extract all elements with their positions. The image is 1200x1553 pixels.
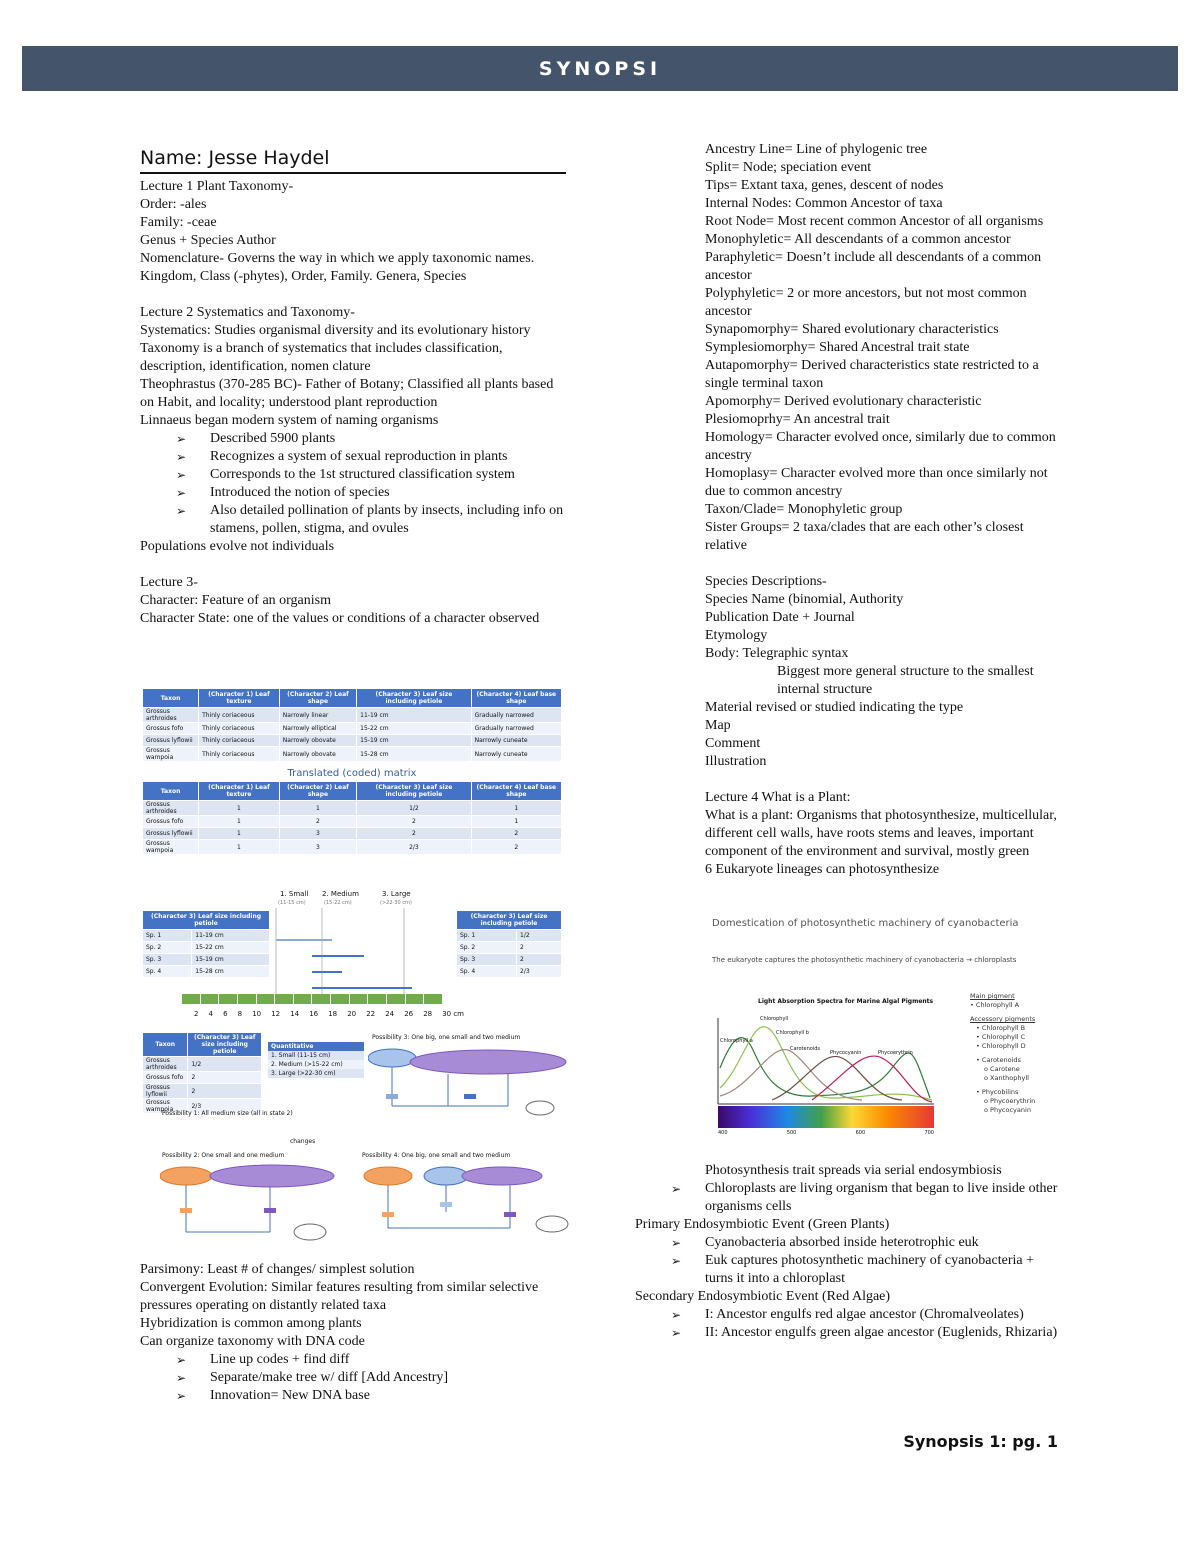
tick-label: 400 (718, 1130, 728, 1136)
text-line: Can organize taxonomy with DNA code (140, 1334, 365, 1349)
cm-scale-bar (182, 994, 442, 1004)
table-row (143, 801, 562, 816)
legend-item: 3. Large (>22-30 cm) (268, 1069, 364, 1078)
size-label: 1. Small (280, 890, 309, 898)
size-label: 3. Large (382, 890, 411, 898)
cell: 15-22 cm (357, 723, 472, 735)
table-row (143, 816, 562, 828)
table-row (143, 735, 562, 747)
lecture-4 (705, 789, 1060, 879)
cell: 1 (471, 816, 561, 828)
bullet-item: ➢ Chloroplasts are living organism that began to live inside other organisms cells (671, 1180, 1060, 1216)
col-header: (Character 3) Leaf size including petiole (357, 689, 472, 708)
accessory-heading: Accessory pigments (970, 1015, 1036, 1023)
tick-label: 18 (328, 1010, 338, 1018)
bullet-item: ➢ Innovation= New DNA base (176, 1387, 570, 1405)
size-range-bars (272, 904, 452, 996)
cell: 15-19 cm (192, 954, 270, 966)
text-line: Etymology (705, 628, 768, 643)
pigment-item: • Phycobilins (976, 1088, 1019, 1096)
parsimony-trees-figure (142, 1030, 572, 1255)
cell: 2 (471, 840, 561, 855)
pigment-item: o Xanthophyll (984, 1074, 1029, 1082)
right-column-lower (635, 1162, 1060, 1342)
text-line: What is a plant: Organisms that photosynthesize, multicellular, different cell walls, have roots stems and leaves, important component of the environment and survival, mostly green (705, 808, 1057, 859)
definition: Homology= Character evolved once, similarly due to common ancestry (705, 430, 1056, 463)
cell: 2 (357, 816, 472, 828)
text-line: Nomenclature- Governs the way in which we apply taxonomic names. (140, 251, 535, 266)
cell: Sp. 2 (143, 942, 192, 954)
cell: 2 (471, 828, 561, 840)
size-table-left (142, 910, 270, 978)
tick-label: 16 (309, 1010, 319, 1018)
bullet-item: ➢ Corresponds to the 1st structured classification system (176, 466, 566, 484)
text-line: 6 Eukaryote lineages can photosynthesize (705, 862, 940, 877)
bullet-item: ➢ Recognizes a system of sexual reproduction in plants (176, 448, 566, 466)
bullet-item: ➢ Cyanobacteria absorbed inside heterotrophic euk (671, 1234, 1060, 1252)
legend-item: 1. Small (11-15 cm) (268, 1051, 364, 1060)
cell: 2 (517, 942, 562, 954)
text-line: Character State: one of the values or conditions of a character observed (140, 611, 540, 626)
pigment-figure (712, 918, 1052, 1160)
size-range: (15-22 cm) (324, 900, 352, 906)
definition: Ancestry Line= Line of phylogenic tree (705, 142, 928, 157)
cell: 3 (279, 828, 356, 840)
bullet-item: ➢ Described 5900 plants (176, 430, 566, 448)
tick-label: 14 (290, 1010, 300, 1018)
cell: 15-28 cm (357, 747, 472, 762)
cell: 2/3 (188, 1099, 262, 1114)
pigment-item: • Chlorophyll B (976, 1024, 1026, 1032)
cm-axis-ticks (194, 1010, 464, 1018)
tick-label: 700 (924, 1130, 934, 1136)
pigment-item: • Carotenoids (976, 1056, 1021, 1064)
cell: 1 (199, 816, 280, 828)
cell: Thinly coriaceous (199, 735, 280, 747)
bullet-item: ➢ Also detailed pollination of plants by insects, including info on stamens, pollen, stigma, and ovules (176, 502, 566, 538)
figure-title: Domestication of photosynthetic machinery of cyanobacteria (712, 918, 1019, 929)
text-line: Parsimony: Least # of changes/ simplest solution (140, 1262, 415, 1277)
table-row (143, 840, 562, 855)
cell: Gradually narrowed (471, 723, 561, 735)
text-line: Kingdom, Class (-phytes), Order, Family. Genera, Species (140, 269, 467, 284)
cell: Narrowly linear (279, 708, 356, 723)
header-banner (22, 46, 1178, 91)
col-header: (Character 4) Leaf base shape (471, 782, 561, 801)
cell: Grossus wampoia (143, 1099, 188, 1114)
definition: Paraphyletic= Doesn’t include all descendants of a common ancestor (705, 250, 1042, 283)
cell: 11-19 cm (192, 930, 270, 942)
definition: Sister Groups= 2 taxa/clades that are each other’s closest relative (705, 520, 1024, 553)
cell: 2 (517, 954, 562, 966)
tick-label: 4 (208, 1010, 214, 1018)
cell: Grossus fofo (143, 723, 199, 735)
cell: 2 (188, 1072, 262, 1084)
curve-label: Chlorophyll b (776, 1030, 809, 1036)
col-header: (Character 1) Leaf texture (199, 782, 280, 801)
cell: Grossus fofo (143, 1072, 188, 1084)
cell: 1 (199, 801, 280, 816)
cell: Grossus lyflowii (143, 735, 199, 747)
cell: Grossus wampoia (143, 840, 199, 855)
cell: Sp. 4 (143, 966, 192, 978)
banner-title: SYNOPSI (538, 57, 662, 80)
table-row (143, 723, 562, 735)
size-range-figure (142, 890, 562, 1025)
lecture-1 (140, 178, 566, 286)
col-header: Taxon (143, 689, 199, 708)
pigment-item: o Phycoerythrin (984, 1097, 1036, 1105)
left-column (140, 146, 566, 628)
tree-diagram-bottom (160, 1162, 570, 1252)
species-descriptions (705, 573, 1060, 771)
curve-label: Carotenoids (790, 1046, 820, 1052)
cell: Thinly coriaceous (199, 747, 280, 762)
chart-title: Light Absorption Spectra for Marine Algal Pigments (758, 998, 934, 1005)
cell: Narrowly obovate (279, 747, 356, 762)
cell: Gradually narrowed (471, 708, 561, 723)
definition: Apomorphy= Derived evolutionary characteristic (705, 394, 982, 409)
definition: Homoplasy= Character evolved more than once similarly not due to common ancestry (705, 466, 1048, 499)
size-range: (11-15 cm) (278, 900, 306, 906)
figure-subtitle: The eukaryote captures the photosynthetic machinery of cyanobacteria → chloroplasts (712, 956, 1017, 964)
cell: Narrowly cuneate (471, 735, 561, 747)
definition: Autapomorphy= Derived characteristics state restricted to a single terminal taxon (705, 358, 1039, 391)
text-line: Character: Feature of an organism (140, 593, 332, 608)
cell: 1/2 (517, 930, 562, 942)
cell: Narrowly obovate (279, 735, 356, 747)
cell: Thinly coriaceous (199, 708, 280, 723)
coded-size-table (142, 1032, 262, 1114)
cell: 1 (279, 801, 356, 816)
lecture-2-title: Lecture 2 Systematics and Taxonomy- (140, 305, 355, 320)
text-line: Order: -ales (140, 197, 207, 212)
cell: Grossus lyflowii (143, 1084, 188, 1099)
cell: Sp. 3 (143, 954, 192, 966)
cell: 1 (471, 801, 561, 816)
definition: Monophyletic= All descendants of a common ancestor (705, 232, 1011, 247)
cell: Narrowly elliptical (279, 723, 356, 735)
tick-label: 600 (855, 1130, 866, 1136)
lecture-4-title: Lecture 4 What is a Plant: (705, 790, 851, 805)
tick-label: 20 (347, 1010, 357, 1018)
definition: Split= Node; speciation event (705, 160, 872, 175)
tick-label: 12 (271, 1010, 281, 1018)
tick-label: 26 (404, 1010, 414, 1018)
page-footer: Synopsis 1: pg. 1 (903, 1432, 1058, 1451)
cell: 2 (357, 828, 472, 840)
cell: Grossus arthroides (143, 708, 199, 723)
cell: 15-22 cm (192, 942, 270, 954)
cell: Sp. 2 (457, 942, 517, 954)
curve-label: Phycoerythrin (878, 1050, 913, 1056)
lecture-3-title: Lecture 3- (140, 575, 198, 590)
bullet-item: ➢ I: Ancestor engulfs red algae ancestor (Chromalveolates) (671, 1306, 1060, 1324)
table-row (143, 828, 562, 840)
tick-label: 22 (366, 1010, 376, 1018)
text-line: Photosynthesis trait spreads via serial endosymbiosis (705, 1163, 1002, 1178)
cell: Grossus fofo (143, 816, 199, 828)
col-header: (Character 3) Leaf size including petiole (188, 1033, 262, 1057)
tick-label: 2 (194, 1010, 199, 1018)
pigment-item: o Phycocyanin (984, 1106, 1031, 1114)
text-line: Publication Date + Journal (705, 610, 855, 625)
text-line: Illustration (705, 754, 767, 769)
bullet-item: ➢ Separate/make tree w/ diff [Add Ancestry] (176, 1369, 570, 1387)
col-header: (Character 4) Leaf base shape (471, 689, 561, 708)
text-line: Taxonomy is a branch of systematics that includes classification, description, identification, nomen clature (140, 341, 503, 374)
curve-label: Chlorophyll a (720, 1038, 753, 1044)
phylogeny-definitions (705, 141, 1060, 555)
dna-bullets (140, 1351, 570, 1405)
cell: 11-19 cm (357, 708, 472, 723)
text-line: Biggest more general structure to the smallest internal structure (777, 664, 1034, 697)
legend-item: 2. Medium (>15-22 cm) (268, 1060, 364, 1069)
text-line: Map (705, 718, 731, 733)
text-line: Linnaeus began modern system of naming organisms (140, 413, 439, 428)
size-table-right (456, 910, 562, 978)
possibility-3-label: Possibility 3: One big, one small and two medium (372, 1034, 521, 1041)
lecture-3 (140, 574, 566, 628)
curve-label: Chlorophyll (760, 1016, 789, 1022)
cell: 1 (199, 828, 280, 840)
tick-label: 30 cm (442, 1010, 464, 1018)
cell: Sp. 1 (457, 930, 517, 942)
cell: 1/2 (357, 801, 472, 816)
pigment-item: o Carotene (984, 1065, 1020, 1073)
cell: 2 (188, 1084, 262, 1099)
changes-label: changes (290, 1138, 316, 1145)
bullet-item: ➢ II: Ancestor engulfs green algae ancestor (Euglenids, Rhizaria) (671, 1324, 1060, 1342)
bullet-item: ➢ Introduced the notion of species (176, 484, 566, 502)
cell: 3 (279, 840, 356, 855)
cell: 15-28 cm (192, 966, 270, 978)
spectrum-x-ticks (718, 1130, 934, 1136)
cell: 2/3 (357, 840, 472, 855)
cell: 2 (279, 816, 356, 828)
pigment-item: • Chlorophyll D (976, 1042, 1026, 1050)
cell: Sp. 4 (457, 966, 517, 978)
bullet-item: ➢ Euk captures photosynthetic machinery of cyanobacteria + turns it into a chloroplast (671, 1252, 1060, 1288)
bullet-item: ➢ Line up codes + find diff (176, 1351, 570, 1369)
main-pigment-heading: Main pigment (970, 992, 1015, 1000)
raw-matrix-table (142, 688, 562, 762)
curve-label: Phycocyanin (830, 1050, 862, 1056)
cell: 15-19 cm (357, 735, 472, 747)
lecture-2 (140, 304, 566, 556)
primary-event-heading: Primary Endosymbiotic Event (Green Plants) (635, 1217, 890, 1232)
tick-label: 8 (237, 1010, 243, 1018)
definition: Tips= Extant taxa, genes, descent of nodes (705, 178, 944, 193)
text-line: Populations evolve not individuals (140, 539, 335, 554)
text-line: Systematics: Studies organismal diversity and its evolutionary history (140, 323, 531, 338)
cell: Grossus arthroides (143, 801, 199, 816)
tick-label: 28 (423, 1010, 433, 1018)
right-column (705, 141, 1060, 879)
definition: Internal Nodes: Common Ancestor of taxa (705, 196, 943, 211)
definition: Taxon/Clade= Monophyletic group (705, 502, 903, 517)
possibility-4-label: Possibility 4: One big, one small and two medium (362, 1152, 511, 1159)
left-column-lower (140, 1261, 570, 1405)
col-header: (Character 2) Leaf shape (279, 689, 356, 708)
cell: Thinly coriaceous (199, 723, 280, 735)
table-row (143, 747, 562, 762)
cell: Grossus lyflowii (143, 828, 199, 840)
lecture-1-title: Lecture 1 Plant Taxonomy- (140, 179, 294, 194)
pigment-list (970, 992, 1054, 1115)
table-row (143, 708, 562, 723)
quantitative-legend (268, 1042, 364, 1078)
possibility-2-label: Possibility 2: One small and one medium (162, 1152, 285, 1159)
size-label: 2. Medium (322, 890, 359, 898)
legend-title: Quantitative (268, 1042, 364, 1051)
col-header: Taxon (143, 1033, 188, 1057)
text-line: Hybridization is common among plants (140, 1316, 362, 1331)
cell: Sp. 1 (143, 930, 192, 942)
primary-bullets (671, 1234, 1060, 1288)
cell: Sp. 3 (457, 954, 517, 966)
cell: Narrowly cuneate (471, 747, 561, 762)
cell: 1/2 (188, 1057, 262, 1072)
col-header: (Character 1) Leaf texture (199, 689, 280, 708)
secondary-event-heading: Secondary Endosymbiotic Event (Red Algae) (635, 1289, 891, 1304)
pigment-item: • Chlorophyll C (976, 1033, 1026, 1041)
col-header: (Character 3) Leaf size including petiole (143, 911, 270, 930)
tick-label: 10 (252, 1010, 262, 1018)
section-title: Species Descriptions- (705, 574, 827, 589)
tick-label: 24 (385, 1010, 395, 1018)
col-header: (Character 3) Leaf size including petiole (457, 911, 562, 930)
cell: Grossus arthroides (143, 1057, 188, 1072)
definition: Polyphyletic= 2 or more ancestors, but not most common ancestor (705, 286, 1027, 319)
col-header: (Character 2) Leaf shape (279, 782, 356, 801)
secondary-bullets (671, 1306, 1060, 1342)
text-line: Comment (705, 736, 761, 751)
size-range: (>22-30 cm) (380, 900, 412, 906)
col-header: (Character 3) Leaf size including petiole (357, 782, 472, 801)
possibility-1-label: Possibility 1: All medium size (all in state 2) (162, 1110, 293, 1117)
definition: Symplesiomorphy= Shared Ancestral trait state (705, 340, 970, 355)
pigment-item: • Chlorophyll A (970, 1001, 1020, 1009)
coded-matrix-table (142, 781, 562, 855)
absorption-spectrum-chart (712, 1008, 938, 1138)
coded-matrix-title: Translated (coded) matrix (287, 768, 417, 779)
definition: Plesiomoprhy= An ancestral trait (705, 412, 890, 427)
text-line: Material revised or studied indicating the type (705, 700, 964, 715)
cell: Grossus wampoia (143, 747, 199, 762)
text-line: Genus + Species Author (140, 233, 276, 248)
cell: 1 (199, 840, 280, 855)
definition: Root Node= Most recent common Ancestor of all organisms (705, 214, 1044, 229)
cell: 2/3 (517, 966, 562, 978)
text-line: Family: -ceae (140, 215, 217, 230)
character-matrix-figure (142, 688, 562, 855)
text-line: Theophrastus (370-285 BC)- Father of Botany; Classified all plants based on Habit, and locality; understood plant reproduction (140, 377, 554, 410)
linnaeus-bullets (140, 430, 566, 538)
text-line: Species Name (binomial, Authority (705, 592, 904, 607)
endosymbiosis-bullets (671, 1180, 1060, 1216)
text-line: Convergent Evolution: Similar features resulting from similar selective pressures operating on distantly related taxa (140, 1280, 539, 1313)
tick-label: 500 (786, 1130, 797, 1136)
student-name: Name: Jesse Haydel (140, 146, 566, 174)
tree-diagram-top (368, 1044, 568, 1124)
definition: Synapomorphy= Shared evolutionary characteristics (705, 322, 999, 337)
col-header: Taxon (143, 782, 199, 801)
tick-label: 6 (223, 1010, 228, 1018)
text-line: Body: Telegraphic syntax (705, 646, 849, 661)
